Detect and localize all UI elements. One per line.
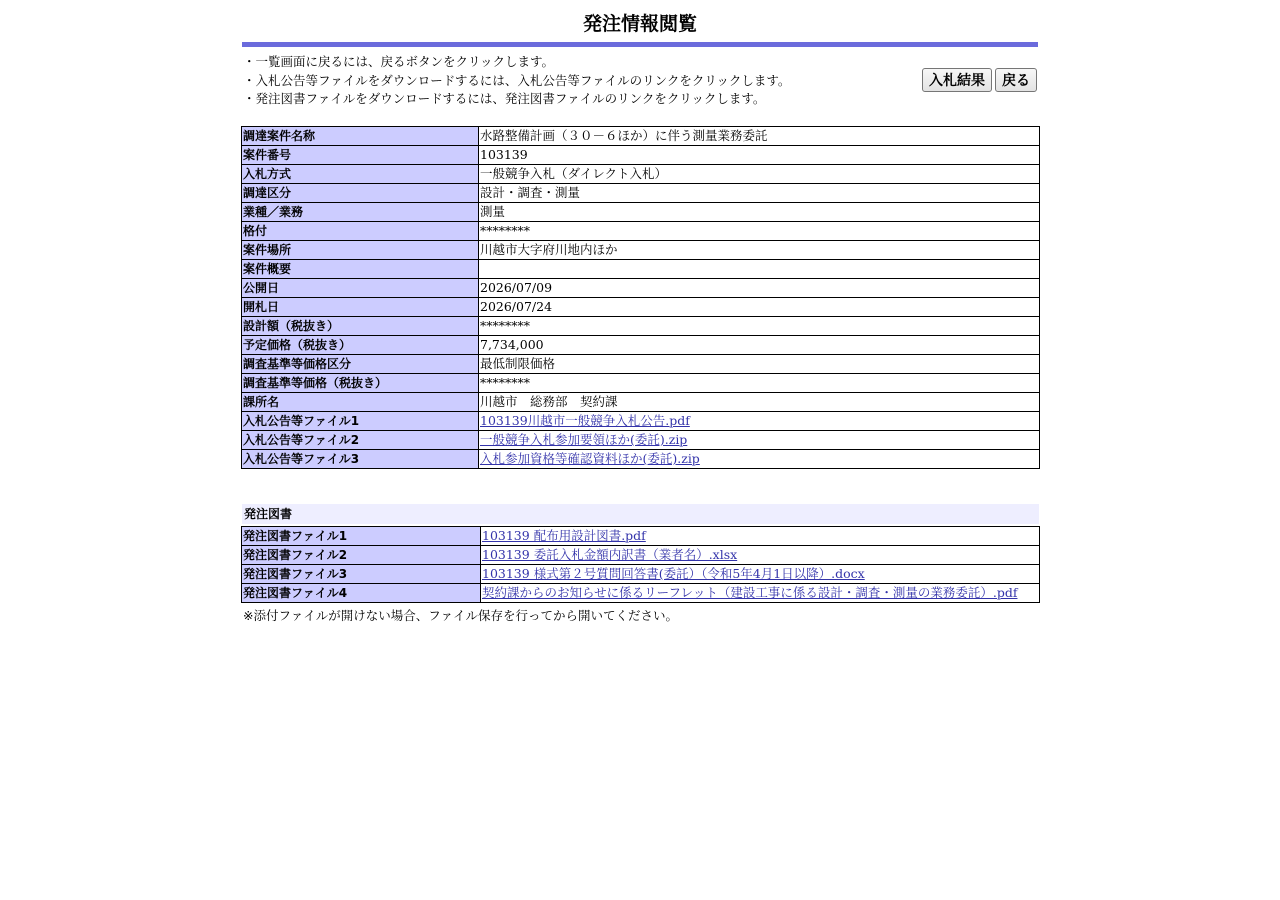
back-button[interactable]: 戻る: [995, 68, 1037, 92]
field-label: 予定価格（税抜き）: [242, 336, 479, 355]
field-label: 案件番号: [242, 146, 479, 165]
field-label: 業種／業務: [242, 203, 479, 222]
page-container: [241, 0, 1039, 624]
doc-file-label: 発注図書ファイル2: [242, 546, 481, 565]
table-row: [242, 203, 1040, 222]
instruction-item: ・入札公告等ファイルをダウンロードするには、入札公告等ファイルのリンクをクリックします。: [243, 72, 791, 88]
doc-file-link-1[interactable]: 103139 配布用設計図書.pdf: [482, 528, 646, 543]
table-row: [242, 412, 1040, 431]
field-value: 2026/07/24: [479, 298, 1040, 317]
notice-file-link-1[interactable]: 103139川越市一般競争入札公告.pdf: [480, 413, 690, 428]
table-row: [242, 279, 1040, 298]
notice-file-cell: [479, 450, 1040, 469]
field-value: 最低制限価格: [479, 355, 1040, 374]
field-label: 課所名: [242, 393, 479, 412]
notice-file-link-3[interactable]: 入札参加資格等確認資料ほか(委託).zip: [480, 451, 700, 466]
table-row: [242, 336, 1040, 355]
instruction-list: [241, 47, 1039, 109]
docs-table: [241, 526, 1040, 603]
field-value: ********: [479, 317, 1040, 336]
field-label: 調達案件名称: [242, 127, 479, 146]
doc-file-link-3[interactable]: 103139 様式第２号質問回答書(委託）（令和5年4月1日以降）.docx: [482, 566, 865, 581]
doc-file-cell: [481, 565, 1040, 584]
page-title: 発注情報閲覧: [582, 13, 697, 35]
docs-section-title: 発注図書: [242, 504, 1039, 524]
table-row: [242, 317, 1040, 336]
instruction-item: ・一覧画面に戻るには、戻るボタンをクリックします。: [243, 54, 555, 69]
attachment-note: ※添付ファイルが開けない場合、ファイル保存を行ってから開いてください。: [243, 608, 678, 623]
table-row: [242, 184, 1040, 203]
field-label: 調査基準等価格区分: [242, 355, 479, 374]
instruction-item: ・発注図書ファイルをダウンロードするには、発注図書ファイルのリンクをクリックします。: [243, 91, 766, 106]
field-value: 7,734,000: [479, 336, 1040, 355]
table-row: [242, 298, 1040, 317]
table-row: [242, 527, 1040, 546]
field-value: 設計・調査・測量: [479, 184, 1040, 203]
field-label: 入札方式: [242, 165, 479, 184]
table-row: [242, 565, 1040, 584]
table-row: [242, 146, 1040, 165]
field-value: [479, 260, 1040, 279]
field-value: 水路整備計画（３０－６ほか）に伴う測量業務委託: [479, 127, 1040, 146]
field-label: 公開日: [242, 279, 479, 298]
table-row: [242, 355, 1040, 374]
doc-file-label: 発注図書ファイル3: [242, 565, 481, 584]
table-row: [242, 222, 1040, 241]
table-row: [242, 546, 1040, 565]
doc-file-link-4[interactable]: 契約課からのお知らせに係るリーフレット（建設工事に係る設計・調査・測量の業務委託）.pdf: [482, 585, 1018, 600]
details-table: [241, 126, 1040, 469]
doc-file-cell: [481, 584, 1040, 603]
field-value: 川越市大字府川地内ほか: [479, 241, 1040, 260]
table-row: [242, 584, 1040, 603]
notice-file-label: 入札公告等ファイル1: [242, 412, 479, 431]
field-value: 103139: [479, 146, 1040, 165]
notice-file-link-2[interactable]: 一般競争入札参加要領ほか(委託).zip: [480, 432, 688, 447]
field-label: 調査基準等価格（税抜き）: [242, 374, 479, 393]
field-label: 開札日: [242, 298, 479, 317]
doc-file-label: 発注図書ファイル4: [242, 584, 481, 603]
field-value: 川越市 総務部 契約課: [479, 393, 1040, 412]
field-label: 調達区分: [242, 184, 479, 203]
field-value: ********: [479, 222, 1040, 241]
notice-file-label: 入札公告等ファイル3: [242, 450, 479, 469]
doc-file-cell: [481, 546, 1040, 565]
doc-file-link-2[interactable]: 103139 委託入札金額内訳書（業者名）.xlsx: [482, 547, 738, 562]
table-row: [242, 241, 1040, 260]
notice-file-cell: [479, 412, 1040, 431]
field-value: 一般競争入札（ダイレクト入札）: [479, 165, 1040, 184]
table-row: [242, 431, 1040, 450]
field-value: 2026/07/09: [479, 279, 1040, 298]
table-row: [242, 450, 1040, 469]
field-label: 格付: [242, 222, 479, 241]
button-group: [922, 68, 1037, 92]
doc-file-label: 発注図書ファイル1: [242, 527, 481, 546]
doc-file-cell: [481, 527, 1040, 546]
table-row: [242, 260, 1040, 279]
table-row: [242, 165, 1040, 184]
field-label: 設計額（税抜き）: [242, 317, 479, 336]
field-value: 測量: [479, 203, 1040, 222]
field-value: ********: [479, 374, 1040, 393]
instructions-area: [241, 47, 1039, 126]
notice-file-cell: [479, 431, 1040, 450]
field-label: 案件場所: [242, 241, 479, 260]
bid-result-button[interactable]: 入札結果: [922, 68, 992, 92]
field-label: 案件概要: [242, 260, 479, 279]
table-row: [242, 374, 1040, 393]
notice-file-label: 入札公告等ファイル2: [242, 431, 479, 450]
table-row: [242, 393, 1040, 412]
table-row: [242, 127, 1040, 146]
